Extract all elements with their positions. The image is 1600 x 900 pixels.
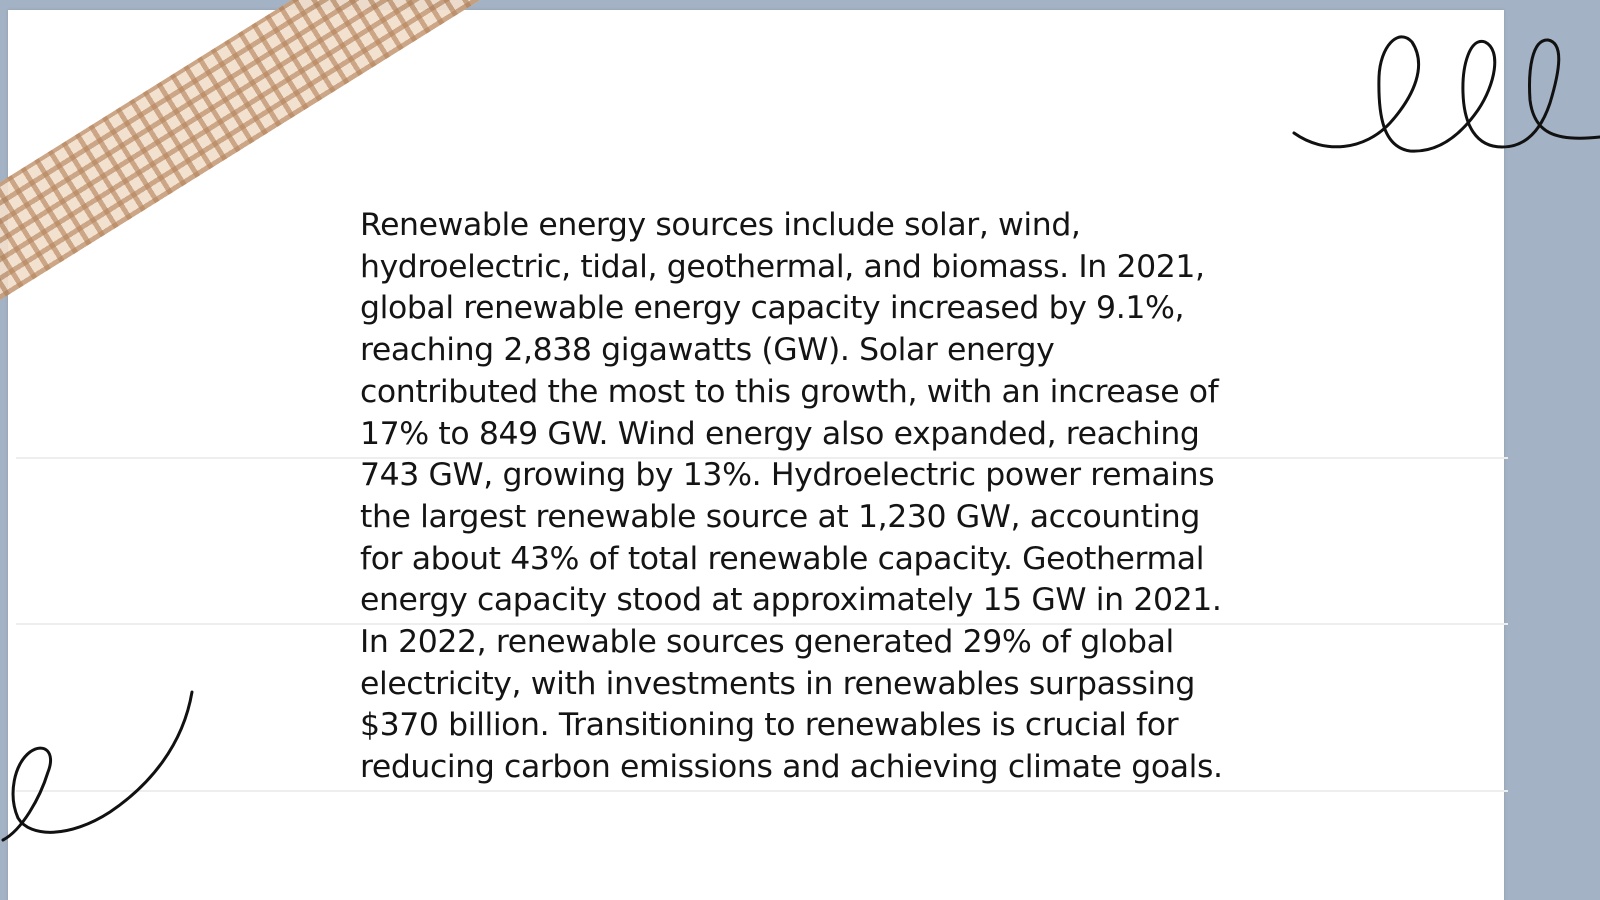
- body-paragraph: Renewable energy sources include solar, wind, hydroelectric, tidal, geothermal, and biomass. In 2021, global renewable energy capacity increased by 9.1%, reaching 2,838 gigawatts (GW). Solar energy contributed the most to this growth, with an increase of 17% to 849 GW. Wind energy also expanded, reaching 743 GW, growing by 13%. Hydroelectric power remains the largest renewable source at 1,230 GW, accounting for about 43% of total renewable capacity. Geothermal energy capacity stood at approximately 15 GW in 2021. In 2022, renewable sources generated 29% of global electricity, with investments in renewables surpassing $370 billion. Transitioning to renewables is crucial for reducing carbon emissions and achieving climate goals.: [360, 207, 1223, 786]
- loop-scribble-icon: [1280, 25, 1600, 175]
- swoosh-scribble-icon: [0, 690, 210, 850]
- paper-rule-line: [16, 790, 1508, 792]
